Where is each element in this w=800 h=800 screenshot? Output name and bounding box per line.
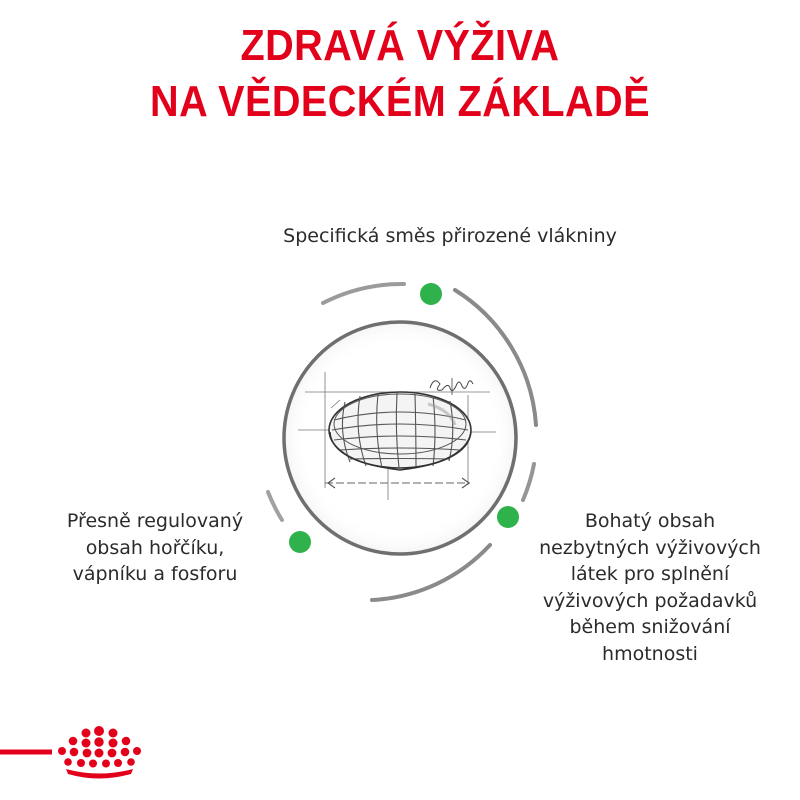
benefit-right-line: Bohatý obsah xyxy=(584,510,716,532)
benefit-top-line: Specifická směs přirozené vlákniny xyxy=(283,225,617,247)
benefit-dot-left xyxy=(289,531,311,553)
benefit-left-line: obsah hořčíku, xyxy=(85,536,225,559)
benefit-left-line: Přesně regulovaný xyxy=(66,510,244,532)
benefit-left-line: vápníku a fosforu xyxy=(72,563,238,585)
benefit-right-line: nezbytných výživových xyxy=(539,536,761,559)
benefit-right-line: látek pro splnění xyxy=(570,563,730,585)
benefit-dot-top xyxy=(420,283,442,305)
title-line-1: ZDRAVÁ VÝŽIVA xyxy=(240,21,560,70)
title-line-2: NA VĚDECKÉM ZÁKLADĚ xyxy=(150,77,650,126)
benefit-right-line: hmotnosti xyxy=(602,642,698,665)
benefit-text-right xyxy=(515,508,785,667)
benefit-text-left xyxy=(30,508,280,588)
royal-canin-crown-icon xyxy=(58,726,141,779)
benefit-right-line: během snižování xyxy=(569,616,731,638)
benefit-text-top xyxy=(150,223,750,250)
benefit-right-line: výživových požadavků xyxy=(542,589,758,612)
